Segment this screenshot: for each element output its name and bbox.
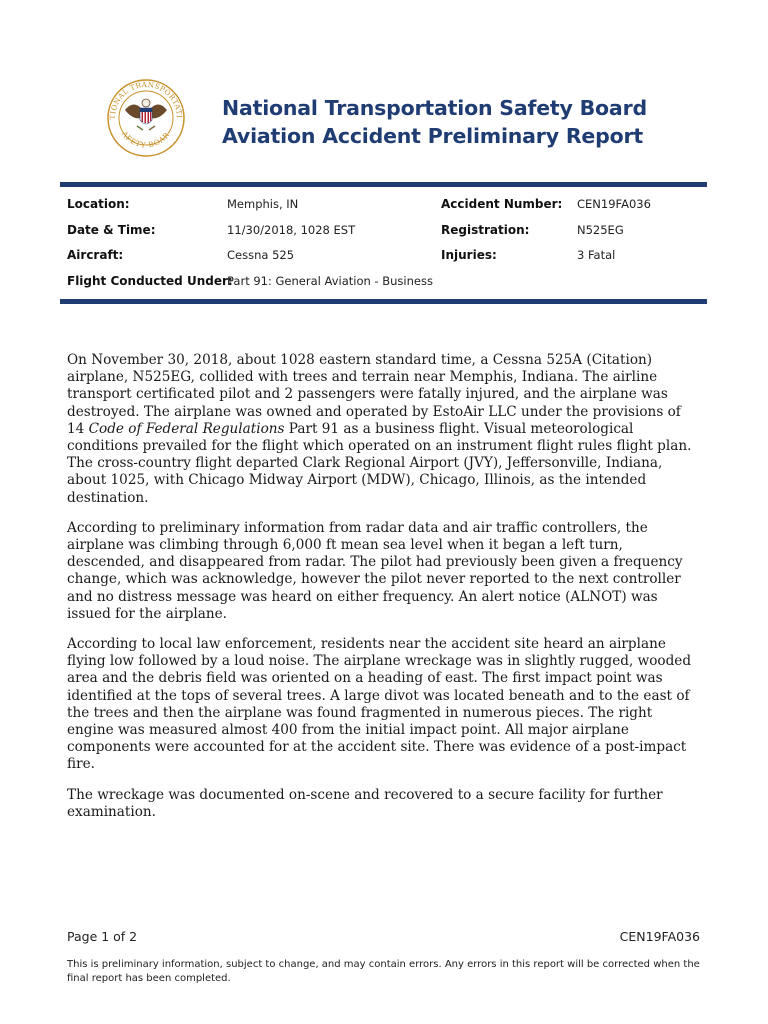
registration-label: Registration:: [441, 222, 530, 237]
narrative-paragraph-1: On November 30, 2018, about 1028 eastern standard time, a Cessna 525A (Citation) airplane, N525EG, collided with trees and terrain near Memphis, Indiana. The airline transport certificated pilot and 2 passengers were fatally injured, and the airplane was destroyed. The airplane was owned and operated by EstoAir LLC under the provisions of 14 Code of Federal Regulations Part 91 as a business flight. Visual meteorological conditions prevailed for the flight which operated on an instrument flight rules flight plan. The cross-country flight departed Clark Regional Airport (JVY), Jeffersonville, Indiana, about 1025, with Chicago Midway Airport (MDW), Chicago, Illinois, as the intended destination.: [67, 352, 692, 506]
svg-text:SAFETY BOARD: AFETY BOAR: [120, 129, 172, 150]
ntsb-seal-logo: [105, 70, 187, 164]
agency-name: National Transportation Safety Board: [222, 96, 647, 120]
accident-number-value: CEN19FA036: [577, 197, 651, 211]
narrative-paragraph-4: The wreckage was documented on-scene and recovered to a secure facility for further examination.: [67, 786, 663, 820]
info-row: [60, 218, 707, 244]
narrative-paragraph-2: According to preliminary information from radar data and air traffic controllers, the airplane was climbing through 6,000 ft mean sea level when it began a left turn, descended, and disappeared from radar. The pilot had previously been given a frequency change, which was acknowledge, however the pilot never reported to the next controller and no distress message was heard on either frequency. An alert notice (ALNOT) was issued for the airplane.: [67, 519, 683, 622]
location-label: Location:: [67, 197, 130, 211]
info-row: [60, 192, 707, 218]
header-divider-top: [60, 182, 707, 187]
accident-info-table: [60, 192, 707, 294]
registration-value: N525EG: [577, 222, 624, 237]
info-row: [60, 269, 707, 295]
location-value: Memphis, IN: [227, 197, 299, 211]
injuries-value: 3 Fatal: [577, 248, 616, 262]
flight-conducted-label: Flight Conducted Under:: [67, 273, 233, 288]
flight-conducted-value: Part 91: General Aviation - Business: [227, 273, 433, 288]
accident-number-label: Accident Number:: [441, 197, 563, 211]
footer-accident-number: CEN19FA036: [619, 929, 700, 944]
info-row: [60, 243, 707, 269]
datetime-value: 11/30/2018, 1028 EST: [227, 222, 356, 237]
datetime-label: Date & Time:: [67, 222, 156, 237]
aircraft-value: Cessna 525: [227, 248, 295, 262]
disclaimer: This is preliminary information, subject to change, and may contain errors. Any errors in this report will be corrected when the final report has been completed.: [67, 959, 700, 984]
aircraft-label: Aircraft:: [67, 248, 124, 262]
report-type: Aviation Accident Preliminary Report: [222, 124, 643, 148]
narrative-paragraph-3: According to local law enforcement, residents near the accident site heard an airplane flying low followed by a loud noise. The airplane wreckage was in slightly rugged, wooded area and the debris field was oriented on a heading of east. The first impact point was identified at the tops of several trees. A large divot was located beneath and to the east of the trees and then the airplane was found fragmented in numerous pieces. The right engine was measured almost 400 from the initial impact point. All major airplane components were accounted for at the accident site. There was evidence of a post-impact fire.: [67, 636, 692, 773]
report-title: [222, 94, 647, 150]
header-divider-bottom: [60, 299, 707, 304]
page-number: Page 1 of 2: [67, 929, 138, 944]
svg-text:NATIONAL TRANSPORTATION: TIONAL TRANSPORTATI: [107, 79, 185, 120]
injuries-label: Injuries:: [441, 248, 497, 262]
report-narrative: [67, 352, 699, 834]
cfr-title: Code of Federal Regulations: [88, 420, 285, 437]
